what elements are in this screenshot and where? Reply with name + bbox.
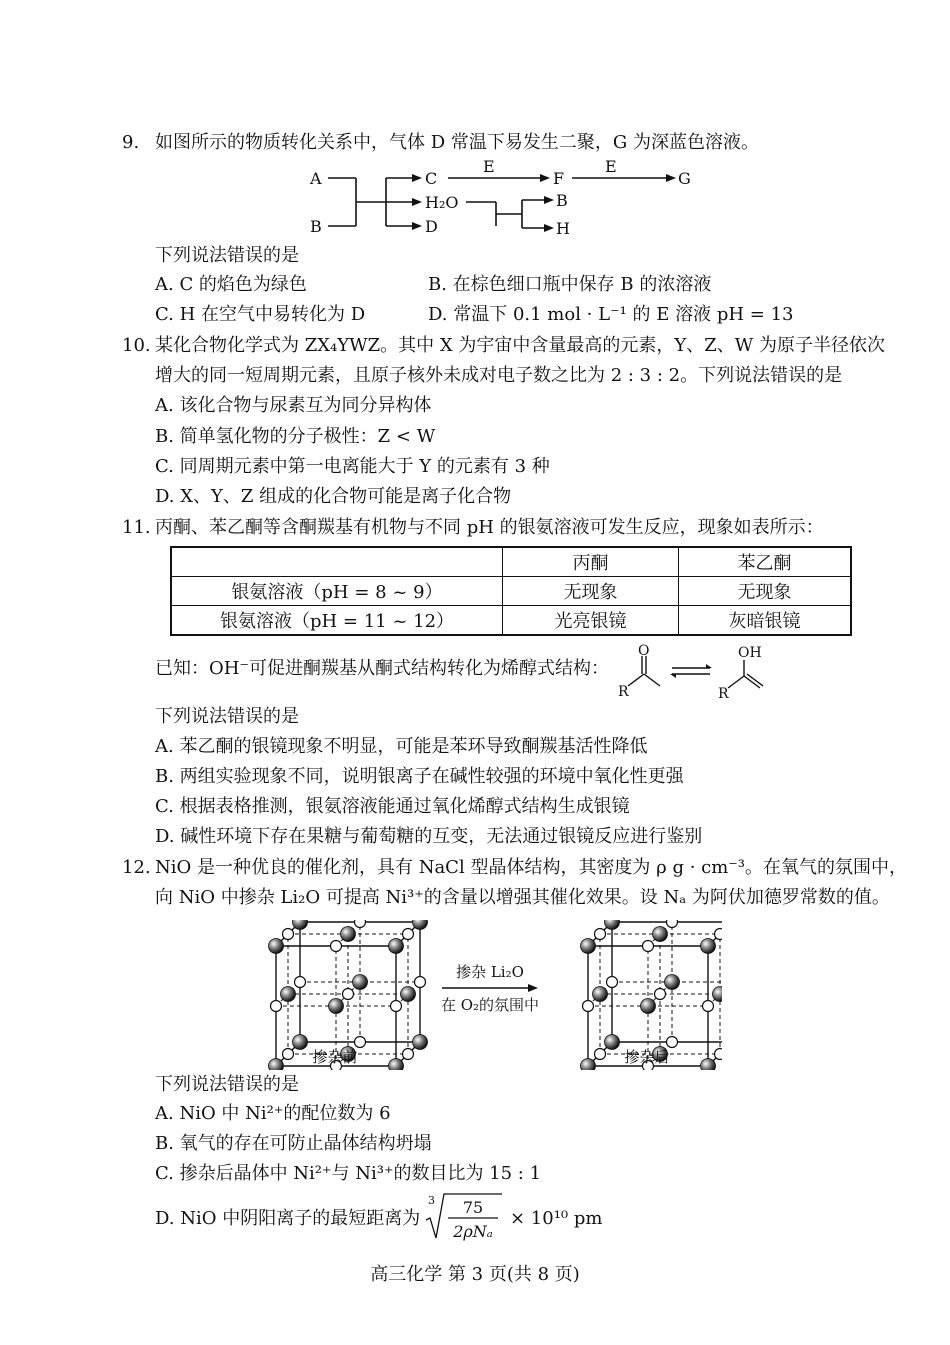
oxide-ion [269, 939, 284, 954]
nickel-ion [643, 941, 654, 952]
oxide-ion [581, 939, 596, 954]
nickel-ion [715, 929, 723, 940]
q9-prompt: 下列说法错误的是 [155, 245, 299, 266]
nickel-ion [583, 1001, 594, 1012]
table-cell: 无现象 [679, 577, 852, 606]
q12-prompt: 下列说法错误的是 [155, 1074, 299, 1095]
nickel-ion [283, 1049, 294, 1060]
q11-option-c: C. 根据表格推测，银氨溶液能通过氧化烯醇式结构生成银镜 [155, 796, 630, 817]
q12-crystal-figure [262, 920, 722, 1070]
node-F: F [553, 169, 565, 188]
nickel-ion [355, 920, 366, 928]
nickel-ion [403, 1049, 414, 1060]
q9-stem: 如图所示的物质转化关系中，气体 D 常温下易发生二聚，G 为深蓝色溶液。 [155, 132, 759, 153]
oxide-ion [353, 975, 368, 990]
table-cell: 无现象 [503, 577, 679, 606]
q12-option-c: C. 掺杂后晶体中 Ni²⁺与 Ni³⁺的数目比为 15 : 1 [155, 1163, 542, 1184]
table-header-cell: 丙酮 [503, 547, 679, 577]
nickel-ion [655, 989, 666, 1000]
oxide-ion [269, 1059, 284, 1071]
q10-stem-line1: 某化合物化学式为 ZX₄YWZ。其中 X 为宇宙中含量最高的元素，Y、Z、W 为原子半径依次 [155, 335, 886, 356]
arrow-label-E2: E [605, 160, 617, 176]
arrow-label-top: 掺杂 Li₂O [456, 963, 524, 981]
nickel-ion [283, 929, 294, 940]
arrow-label-bottom: 在 O₂的氛围中 [440, 996, 540, 1014]
fraction-numerator: 75 [462, 1198, 484, 1217]
q11-stem: 丙酮、苯乙酮等含酮羰基有机物与不同 pH 的银氨溶液可发生反应，现象如表所示： [155, 517, 824, 538]
oxide-ion [281, 987, 296, 1002]
node-H2O: H₂O [425, 193, 459, 212]
q12-option-d-prefix: D. NiO 中阴阳离子的最短距离为 [155, 1208, 421, 1229]
oxide-ion [401, 987, 416, 1002]
table-cell: 银氨溶液（pH = 8 ~ 9） [171, 577, 503, 606]
table-header-cell: 苯乙酮 [679, 547, 852, 577]
q11-number: 11. [122, 517, 151, 538]
oxide-ion [389, 1059, 404, 1071]
q11-option-d: D. 碱性环境下存在果糖与葡萄糖的互变，无法通过银镜反应进行鉴别 [155, 826, 703, 847]
oxide-ion [593, 987, 608, 1002]
node-B2: B [556, 191, 568, 210]
q9-option-c: C. H 在空气中易转化为 D [155, 304, 366, 325]
oxide-ion [341, 927, 356, 942]
oxide-ion [293, 1035, 308, 1050]
table-row [171, 606, 851, 636]
q12-stem-line1: NiO 是一种优良的催化剂，具有 NaCl 型晶体结构，其密度为 ρ g · cm⁻³。在氧气的氛围中， [155, 857, 908, 878]
nickel-ion [703, 1001, 714, 1012]
node-G: G [678, 169, 691, 188]
table-header-row [171, 547, 851, 577]
table-cell: 光亮银镜 [503, 606, 679, 636]
q9-option-d: D. 常温下 0.1 mol · L⁻¹ 的 E 溶液 pH = 13 [428, 304, 794, 325]
table-row [171, 577, 851, 606]
nickel-ion [595, 1049, 606, 1060]
q9-option-b: B. 在棕色细口瓶中保存 B 的浓溶液 [428, 274, 712, 295]
q12-stem-line2: 向 NiO 中掺杂 Li₂O 可提高 Ni³⁺的含量以增强其催化效果。设 Nₐ 为阿伏加德罗常数的值。 [155, 887, 890, 908]
q9-number: 9. [122, 132, 140, 153]
struct-R1: R [618, 684, 629, 700]
q12-number: 12. [122, 857, 151, 878]
oxide-ion [329, 999, 344, 1014]
oxide-ion [605, 1035, 620, 1050]
struct-OH: OH [738, 645, 762, 661]
nickel-ion [595, 929, 606, 940]
oxide-ion [713, 987, 723, 1002]
q9-option-a: A. C 的焰色为绿色 [155, 274, 307, 295]
q11-known: 已知：OH⁻可促进酮羰基从酮式结构转化为烯醇式结构： [155, 658, 609, 679]
node-H: H [556, 219, 570, 238]
oxide-ion [701, 939, 716, 954]
table-header-cell [171, 547, 503, 577]
q11-prompt: 下列说法错误的是 [155, 706, 299, 727]
oxide-ion [581, 1059, 596, 1071]
q10-option-b: B. 简单氢化物的分子极性：Z < W [155, 426, 436, 447]
struct-O: O [638, 643, 650, 659]
nickel-ion [667, 1037, 678, 1048]
nickel-ion [391, 1001, 402, 1012]
nickel-ion [355, 1037, 366, 1048]
table-cell: 银氨溶液（pH = 11 ~ 12） [171, 606, 503, 636]
oxide-ion [389, 939, 404, 954]
nickel-ion [403, 929, 414, 940]
q12-option-a: A. NiO 中 Ni²⁺的配位数为 6 [155, 1103, 391, 1124]
q10-option-a: A. 该化合物与尿素互为同分异构体 [155, 395, 432, 416]
caption-before: 掺杂前 [312, 1048, 358, 1066]
q10-option-c: C. 同周期元素中第一电离能大于 Y 的元素有 3 种 [155, 456, 550, 477]
nickel-ion [667, 920, 678, 928]
oxide-ion [641, 999, 656, 1014]
q11-option-a: A. 苯乙酮的银镜现象不明显，可能是苯环导致酮羰基活性降低 [155, 736, 648, 757]
nickel-ion [331, 941, 342, 952]
node-B: B [310, 217, 322, 236]
q11-table [170, 546, 852, 636]
node-A: A [310, 169, 322, 188]
oxide-ion [701, 1059, 716, 1071]
node-D: D [425, 217, 438, 236]
q10-stem-line2: 增大的同一短周期元素，且原子核外未成对电子数之比为 2 : 3 : 2。下列说法错误的是 [155, 365, 843, 386]
nickel-ion [715, 1049, 723, 1060]
caption-after: 掺杂后 [624, 1048, 670, 1066]
q10-option-d: D. X、Y、Z 组成的化合物可能是离子化合物 [155, 486, 512, 507]
fraction-denominator: 2ρNₐ [453, 1222, 493, 1241]
oxide-ion [665, 975, 680, 990]
q11-option-b: B. 两组实验现象不同，说明银离子在碱性较强的环境中氧化性更强 [155, 766, 684, 787]
root-index: 3 [428, 1194, 435, 1207]
nickel-ion [295, 977, 306, 988]
q9-conversion-diagram [300, 160, 700, 240]
nickel-ion [607, 977, 618, 988]
oxide-ion [653, 927, 668, 942]
arrow-label-E1: E [483, 160, 495, 176]
node-C: C [425, 169, 438, 188]
keto-enol-structure [610, 642, 780, 702]
q12-option-d-suffix: × 10¹⁰ pm [510, 1208, 603, 1229]
q10-number: 10. [122, 335, 151, 356]
q12-option-d-radical [424, 1190, 504, 1246]
nickel-ion [415, 977, 426, 988]
oxide-ion [413, 1035, 428, 1050]
page-footer: 高三化学 第 3 页(共 8 页) [370, 1264, 580, 1285]
struct-R2: R [718, 686, 729, 702]
nickel-ion [343, 989, 354, 1000]
table-cell: 灰暗银镜 [679, 606, 852, 636]
q12-option-b: B. 氧气的存在可防止晶体结构坍塌 [155, 1133, 432, 1154]
nickel-ion [271, 1001, 282, 1012]
